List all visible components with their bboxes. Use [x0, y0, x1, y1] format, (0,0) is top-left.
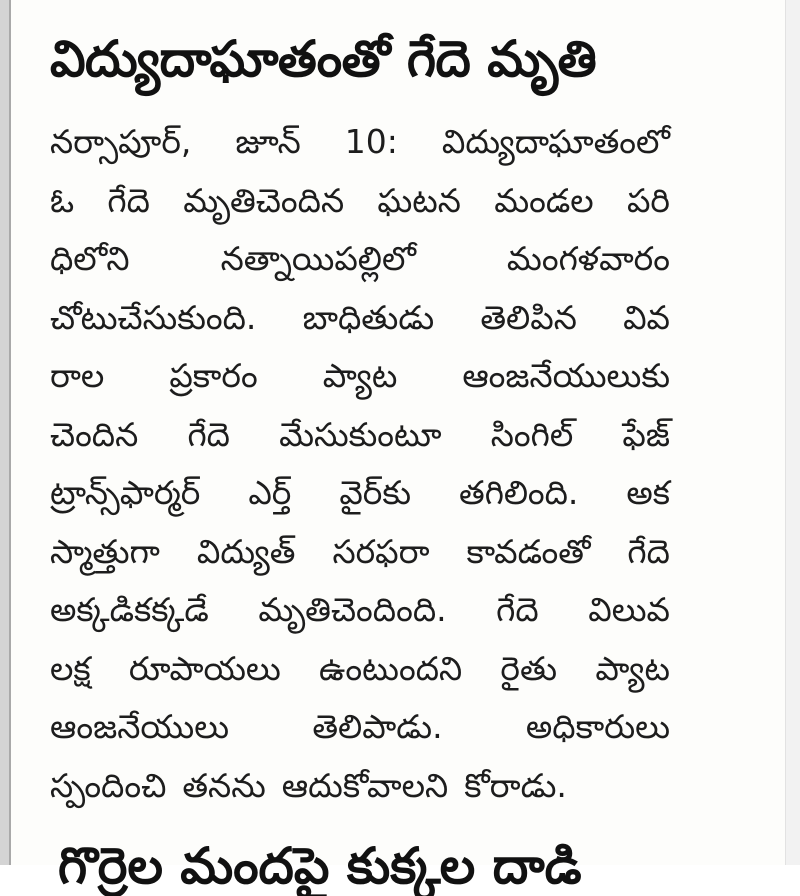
article-word: ప్యాట [322, 356, 398, 395]
article-word: సింగిల్ [490, 414, 574, 454]
article-word: విద్యుదాఘాతంలో [441, 122, 670, 161]
next-article-headline: గొర్రెల మందపై కుక్కల దాడి [58, 837, 582, 895]
article-word: మంగళవారం [506, 239, 670, 278]
article-word: లక్ష [50, 648, 91, 688]
article-word: తనను [182, 765, 266, 805]
article-word: ఫేజ్ [622, 414, 670, 454]
article-word: మండల [494, 180, 594, 220]
article-word: ప్యాట [595, 648, 670, 688]
article-line [50, 698, 670, 757]
article-word: చోటుచేసుకుంది. [50, 297, 257, 337]
article-line [50, 523, 670, 582]
article-word: గేదె [496, 590, 539, 629]
article-word: ఉంటుందని [319, 648, 463, 688]
article-word: 10: [344, 122, 398, 161]
article-word: ఘటన [377, 180, 461, 220]
article-word: మృతిచెందిన [183, 180, 345, 220]
article-line [50, 581, 670, 640]
article-line [50, 113, 670, 172]
article-word: రూపాయలు [128, 648, 281, 688]
article-line [50, 464, 670, 523]
article-body [50, 113, 670, 815]
article-word: స్మాత్తుగా [50, 531, 160, 571]
article-line [50, 757, 670, 816]
article-line [50, 640, 670, 699]
article-word: జూన్ [235, 122, 301, 161]
article-word: గేదె [107, 180, 150, 220]
article-word: వైర్‌కు [339, 473, 412, 512]
article-word: గేదె [187, 414, 230, 454]
article-word: ఆంజనేయులుకు [462, 356, 670, 395]
article-word: విద్యుత్ [196, 531, 296, 571]
article-word: స్పందించి [50, 765, 167, 805]
article-word: రైతు [500, 648, 558, 688]
article-word: తగిలింది. [459, 473, 579, 512]
article-word: ఆదుకోవాలని [281, 765, 449, 805]
article-word: ఆంజనేయులు [50, 707, 230, 746]
article-word: ఎర్త్ [248, 473, 292, 512]
article-word: బాధితుడు [302, 297, 435, 337]
article-line [50, 289, 670, 348]
column-rule [0, 0, 11, 865]
article-word: తెలిపిన [480, 297, 577, 337]
article-word: ప్రకారం [169, 356, 258, 395]
article-word: రాల [50, 356, 105, 395]
article-word: తెలిపాడు. [312, 707, 443, 746]
article-line [50, 230, 670, 289]
article-word: విలువ [588, 590, 670, 629]
article-word: వివ [623, 297, 670, 337]
article-word: అక [626, 473, 670, 512]
article-word: గేదె [627, 531, 670, 571]
article-word: కోరాడు. [464, 765, 567, 805]
page-edge [785, 0, 800, 865]
article-word: పరి [626, 180, 670, 220]
article-line [50, 406, 670, 465]
article-word: ఓ [50, 180, 75, 220]
article-word: ట్రాన్స్‌ఫార్మర్ [50, 473, 201, 512]
article-word: ధిలోని [50, 239, 130, 278]
article-word: అక్కడికక్కడే [50, 590, 209, 629]
news-article [50, 20, 670, 815]
article-line [50, 347, 670, 406]
article-word: మేసుకుంటూ [279, 414, 442, 454]
article-headline: విద్యుదాఘాతంతో గేదె మృతి [50, 30, 597, 88]
article-word: సరఫరా [332, 531, 430, 571]
article-word: కావడంతో [466, 531, 591, 571]
article-word: చెందిన [50, 414, 139, 454]
article-word: అధికారులు [525, 707, 670, 746]
article-line [50, 172, 670, 231]
article-word: నత్నాయిపల్లిలో [220, 239, 416, 278]
article-word: మృతిచెందింది. [258, 590, 447, 629]
article-word: నర్సాపూర్, [50, 122, 192, 161]
